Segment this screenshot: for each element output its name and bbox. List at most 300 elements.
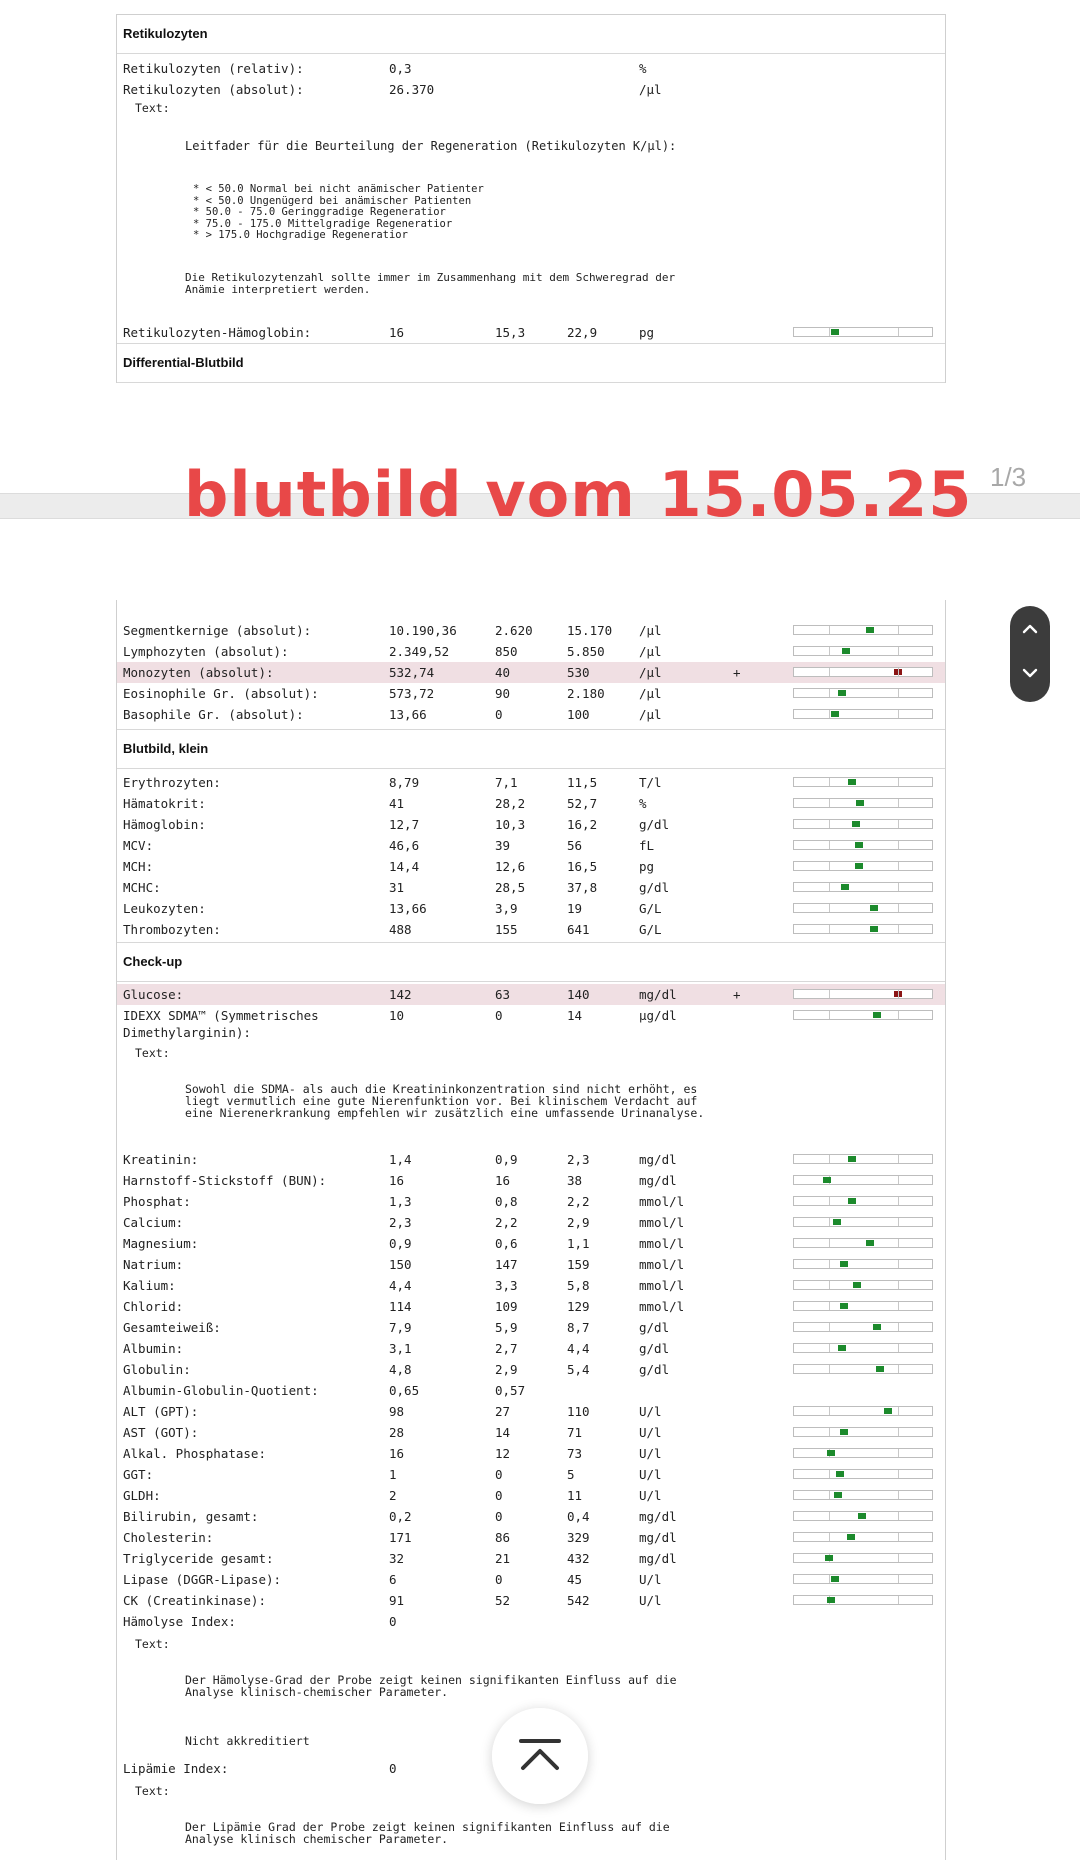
result-value: 16: [389, 1173, 405, 1188]
reference-range-bar: [793, 1238, 933, 1248]
reference-max: 1,1: [567, 1236, 590, 1251]
reference-max: 56: [567, 838, 583, 853]
chevron-down-icon: [1022, 667, 1038, 679]
parameter-name: Globulin:: [123, 1362, 191, 1377]
text-label: Text:: [135, 1046, 170, 1060]
result-row: [117, 1380, 945, 1401]
value-marker: [827, 1597, 835, 1603]
unit: G/L: [639, 922, 662, 937]
reference-max: 52,7: [567, 796, 598, 811]
reference-max: 37,8: [567, 880, 598, 895]
result-value: 14,4: [389, 859, 420, 874]
reference-min: 63: [495, 987, 511, 1002]
parameter-name: Leukozyten:: [123, 901, 206, 916]
reference-range-bar: [793, 819, 933, 829]
value-marker: [855, 863, 863, 869]
unit: g/dl: [639, 880, 670, 895]
result-row: [117, 58, 945, 79]
result-row: [117, 641, 945, 662]
result-row: [117, 1212, 945, 1233]
retikulozyten-text-block: [117, 102, 945, 320]
result-row: [117, 856, 945, 877]
parameter-name: Retikulozyten-Hämoglobin:: [123, 324, 312, 340]
unit: U/l: [639, 1593, 662, 1608]
parameter-name: Monozyten (absolut):: [123, 665, 274, 680]
reference-range-bar: [793, 1553, 933, 1563]
parameter-name: Chlorid:: [123, 1299, 184, 1314]
value-marker: [833, 1219, 841, 1225]
result-row: [117, 984, 945, 1005]
result-row: [117, 1149, 945, 1170]
unit: mg/dl: [639, 1551, 677, 1566]
reference-max: 2,9: [567, 1215, 590, 1230]
reference-range-bar: [793, 1595, 933, 1605]
unit: T/l: [639, 775, 662, 790]
value-marker: [831, 1576, 839, 1582]
value-marker: [873, 1012, 881, 1018]
value-marker: [847, 1534, 855, 1540]
reference-range-bar: [793, 924, 933, 934]
flag-marker: +: [733, 665, 741, 680]
parameter-name: Magnesium:: [123, 1236, 199, 1251]
reference-max: 159: [567, 1257, 590, 1272]
reference-range-bar: [793, 1406, 933, 1416]
reference-min: 90: [495, 686, 511, 701]
result-value: 0,9: [389, 1236, 412, 1251]
result-value: 4,4: [389, 1278, 412, 1293]
section-header-checkup: Check-up: [117, 942, 945, 982]
value-marker: [853, 1282, 861, 1288]
result-row: [117, 1464, 945, 1485]
scroll-up-button[interactable]: [1010, 606, 1050, 654]
result-value: 31: [389, 880, 405, 895]
sdma-name-continuation: Dimethylarginin):: [123, 1025, 251, 1040]
reference-max: 4,4: [567, 1341, 590, 1356]
parameter-name: IDEXX SDMA™ (Symmetrisches: [123, 1008, 319, 1023]
unit: µg/dl: [639, 1008, 677, 1023]
value-marker: [841, 884, 849, 890]
result-value: 1,3: [389, 1194, 412, 1209]
reference-min: 109: [495, 1299, 518, 1314]
reference-max: 14: [567, 1008, 583, 1023]
reference-max: 71: [567, 1425, 583, 1440]
scroll-to-top-button[interactable]: [492, 1708, 588, 1804]
reference-range-bar: [793, 1301, 933, 1311]
reference-max: 19: [567, 901, 583, 916]
text-label: Text:: [135, 1784, 170, 1798]
reference-max: 2,3: [567, 1152, 590, 1167]
reference-max: 73: [567, 1446, 583, 1461]
result-value: 12,7: [389, 817, 420, 832]
result-value: 7,9: [389, 1320, 412, 1335]
result-value: 0,3: [389, 61, 412, 76]
parameter-name: GLDH:: [123, 1488, 161, 1503]
reference-range-bar: [793, 1322, 933, 1332]
result-value: 488: [389, 922, 412, 937]
result-row: [117, 1275, 945, 1296]
reference-range-bar: [793, 1469, 933, 1479]
result-value: 26.370: [389, 82, 435, 97]
parameter-name: Basophile Gr. (absolut):: [123, 707, 304, 722]
result-row: [117, 1191, 945, 1212]
result-row: [117, 1254, 945, 1275]
reference-range-bar: [793, 1217, 933, 1227]
reference-min: 0,8: [495, 1194, 518, 1209]
unit: /µl: [639, 686, 662, 701]
reference-min: 7,1: [495, 775, 518, 790]
section-header-differential: Differential-Blutbild: [117, 343, 945, 383]
parameter-name: Natrium:: [123, 1257, 184, 1272]
parameter-name: Eosinophile Gr. (absolut):: [123, 686, 319, 701]
result-row: [117, 1170, 945, 1191]
reference-min: 15,3: [495, 324, 526, 340]
value-marker: [848, 779, 856, 785]
reference-min: 0,6: [495, 1236, 518, 1251]
value-marker: [840, 1303, 848, 1309]
value-marker: [866, 1240, 874, 1246]
reference-min: 155: [495, 922, 518, 937]
parameter-name: Bilirubin, gesamt:: [123, 1509, 259, 1524]
result-value: 10.190,36: [389, 623, 457, 638]
unit: U/l: [639, 1425, 662, 1440]
reference-range-bar: [793, 1154, 933, 1164]
unit: mg/dl: [639, 1152, 677, 1167]
retikulozyten-guide-text: Leitfader für die Beurteilung der Regeneration (Retikulozyten K/µl):: [185, 139, 677, 153]
result-row: [117, 1338, 945, 1359]
reference-max: 15.170: [567, 623, 613, 638]
unit: pg: [639, 324, 655, 340]
result-value: 32: [389, 1551, 405, 1566]
reference-min: 10,3: [495, 817, 526, 832]
result-value: 28: [389, 1425, 405, 1440]
section-header-retikulozyten: Retikulozyten: [117, 15, 945, 54]
parameter-name: Lymphozyten (absolut):: [123, 644, 289, 659]
result-row: [117, 919, 945, 940]
result-row: [117, 1506, 945, 1527]
value-marker: [827, 1450, 835, 1456]
value-marker: [825, 1555, 833, 1561]
unit: fL: [639, 838, 655, 853]
result-row: [117, 322, 945, 343]
rows-differential: [117, 383, 945, 384]
rows-checkup: [117, 982, 945, 1026]
result-value: 114: [389, 1299, 412, 1314]
reference-range-bar: [793, 1532, 933, 1542]
reference-max: 16,5: [567, 859, 598, 874]
result-row: [117, 814, 945, 835]
reference-min: 0: [495, 1509, 503, 1524]
reference-min: 52: [495, 1593, 511, 1608]
result-row: [117, 1317, 945, 1338]
parameter-name: Harnstoff-Stickstoff (BUN):: [123, 1173, 327, 1188]
result-value: 1,4: [389, 1152, 412, 1167]
reference-max: 100: [567, 707, 590, 722]
reference-min: 21: [495, 1551, 511, 1566]
reference-range-bar: [793, 667, 933, 677]
value-marker: [884, 1408, 892, 1414]
page-indicator: 1/3: [990, 462, 1027, 492]
value-marker: [852, 821, 860, 827]
reference-min: 27: [495, 1404, 511, 1419]
result-value: 0: [389, 1614, 397, 1629]
unit: mg/dl: [639, 1530, 677, 1545]
scroll-top-icon: [519, 1738, 561, 1772]
result-row: [117, 793, 945, 814]
parameter-name: Thrombozyten:: [123, 922, 221, 937]
reference-max: 0,4: [567, 1509, 590, 1524]
reference-max: 5,8: [567, 1278, 590, 1293]
value-marker: [894, 669, 902, 675]
result-row: [117, 1422, 945, 1443]
reference-max: 16,2: [567, 817, 598, 832]
reference-min: 86: [495, 1530, 511, 1545]
reference-min: 39: [495, 838, 511, 853]
haemolyse-note: Nicht akkreditiert: [185, 1734, 310, 1748]
parameter-name: Erythrozyten:: [123, 775, 221, 790]
parameter-name: MCHC:: [123, 880, 161, 895]
result-row: [117, 877, 945, 898]
reference-range-bar: [793, 840, 933, 850]
page-scroll-control: [1010, 606, 1050, 702]
reference-range-bar: [793, 1280, 933, 1290]
result-value: 10: [389, 1008, 405, 1023]
reference-max: 2.180: [567, 686, 605, 701]
reference-max: 45: [567, 1572, 583, 1587]
unit: U/l: [639, 1488, 662, 1503]
unit: mmol/l: [639, 1194, 685, 1209]
reference-min: 12: [495, 1446, 511, 1461]
reference-range-bar: [793, 1511, 933, 1521]
value-marker: [894, 991, 902, 997]
parameter-name: Segmentkernige (absolut):: [123, 623, 312, 638]
result-value: 3,1: [389, 1341, 412, 1356]
reference-min: 2,9: [495, 1362, 518, 1377]
rows-chemistry: [117, 1149, 945, 1632]
unit: %: [639, 61, 647, 76]
reference-min: 12,6: [495, 859, 526, 874]
section-header-blutbild-klein: Blutbild, klein: [117, 729, 945, 769]
reference-range-bar: [793, 777, 933, 787]
result-row: [117, 1569, 945, 1590]
reference-max: 38: [567, 1173, 583, 1188]
unit: mmol/l: [639, 1215, 685, 1230]
result-row: [117, 1590, 945, 1611]
result-value: 573,72: [389, 686, 435, 701]
reference-min: 3,9: [495, 901, 518, 916]
retikulozyten-note: Die Retikulozytenzahl sollte immer im Zusammenhang mit dem Schweregrad der Anämie interpretiert werden.: [185, 270, 676, 296]
reference-max: 22,9: [567, 324, 598, 340]
reference-min: 0,9: [495, 1152, 518, 1167]
result-value: 171: [389, 1530, 412, 1545]
reference-min: 2,7: [495, 1341, 518, 1356]
reference-min: 40: [495, 665, 511, 680]
flag-marker: +: [733, 987, 741, 1002]
reference-range-bar: [793, 861, 933, 871]
parameter-name: Triglyceride gesamt:: [123, 1551, 274, 1566]
parameter-name: Glucose:: [123, 987, 184, 1002]
result-row: [117, 662, 945, 683]
parameter-name: Hämatokrit:: [123, 796, 206, 811]
result-value: 13,66: [389, 901, 427, 916]
parameter-name: Retikulozyten (absolut):: [123, 82, 304, 97]
value-marker: [840, 1429, 848, 1435]
result-value: 2,3: [389, 1215, 412, 1230]
result-row: [117, 1548, 945, 1569]
reference-max: 530: [567, 665, 590, 680]
parameter-name: Phosphat:: [123, 1194, 191, 1209]
sdma-text-block: [117, 1047, 945, 1143]
value-marker: [866, 627, 874, 633]
result-row: [117, 835, 945, 856]
unit: mg/dl: [639, 1509, 677, 1524]
reference-min: 16: [495, 1173, 511, 1188]
scroll-down-button[interactable]: [1010, 654, 1050, 702]
reference-range-bar: [793, 903, 933, 913]
reference-min: 0,57: [495, 1383, 526, 1398]
reference-range-bar: [793, 709, 933, 719]
unit: /µl: [639, 623, 662, 638]
unit: g/dl: [639, 1320, 670, 1335]
reference-range-bar: [793, 1448, 933, 1458]
result-value: 8,79: [389, 775, 420, 790]
parameter-name: Lipase (DGGR-Lipase):: [123, 1572, 282, 1587]
haemolyse-text: Der Hämolyse-Grad der Probe zeigt keinen signifikanten Einfluss auf die Analyse klinisch-chemischer Parameter.: [185, 1673, 677, 1699]
value-marker: [823, 1177, 831, 1183]
result-value: 532,74: [389, 665, 435, 680]
parameter-name: Albumin:: [123, 1341, 184, 1356]
parameter-name: Lipämie Index:: [123, 1761, 229, 1776]
reference-range-bar: [793, 1259, 933, 1269]
unit: mmol/l: [639, 1257, 685, 1272]
parameter-name: Calcium:: [123, 1215, 184, 1230]
parameter-name: Hämolyse Index:: [123, 1614, 236, 1629]
reference-range-bar: [793, 1574, 933, 1584]
reference-max: 329: [567, 1530, 590, 1545]
result-value: 0,65: [389, 1383, 420, 1398]
value-marker: [840, 1261, 848, 1267]
unit: G/L: [639, 901, 662, 916]
reference-range-bar: [793, 327, 933, 337]
report-page-1: [116, 14, 946, 383]
unit: mmol/l: [639, 1299, 685, 1314]
reference-min: 28,5: [495, 880, 526, 895]
value-marker: [831, 329, 839, 335]
value-marker: [858, 1513, 866, 1519]
rows-absolute: [117, 600, 945, 725]
result-row: [117, 1401, 945, 1422]
unit: g/dl: [639, 1362, 670, 1377]
reference-max: 110: [567, 1404, 590, 1419]
result-value: 1: [389, 1467, 397, 1482]
result-value: 142: [389, 987, 412, 1002]
unit: mmol/l: [639, 1278, 685, 1293]
reference-range-bar: [793, 1010, 933, 1020]
unit: mg/dl: [639, 987, 677, 1002]
reference-range-bar: [793, 1427, 933, 1437]
reference-max: 140: [567, 987, 590, 1002]
reference-range-bar: [793, 1343, 933, 1353]
parameter-name: Retikulozyten (relativ):: [123, 61, 304, 76]
result-value: 16: [389, 324, 405, 340]
value-marker: [848, 1156, 856, 1162]
result-row: [117, 1611, 945, 1632]
parameter-name: CK (Creatinkinase):: [123, 1593, 266, 1608]
value-marker: [834, 1492, 842, 1498]
parameter-name: Gesamteiweiß:: [123, 1320, 221, 1335]
result-value: 16: [389, 1446, 405, 1461]
rows-retikulozyten: [117, 54, 945, 100]
unit: U/l: [639, 1404, 662, 1419]
unit: /µl: [639, 707, 662, 722]
value-marker: [848, 1198, 856, 1204]
reference-range-bar: [793, 1364, 933, 1374]
reference-range-bar: [793, 1196, 933, 1206]
unit: /µl: [639, 82, 662, 97]
value-marker: [855, 842, 863, 848]
reference-min: 28,2: [495, 796, 526, 811]
reference-min: 0: [495, 1467, 503, 1482]
result-value: 2.349,52: [389, 644, 450, 659]
result-row: [117, 620, 945, 641]
headline-annotation: blutbild vom 15.05.25: [184, 458, 973, 531]
reference-max: 129: [567, 1299, 590, 1314]
result-value: 41: [389, 796, 405, 811]
value-marker: [870, 926, 878, 932]
reference-min: 0: [495, 707, 503, 722]
reference-max: 5: [567, 1467, 575, 1482]
reference-max: 5,4: [567, 1362, 590, 1377]
text-label: Text:: [135, 1637, 170, 1651]
result-row: [117, 898, 945, 919]
result-value: 2: [389, 1488, 397, 1503]
unit: U/l: [639, 1446, 662, 1461]
reference-max: 11: [567, 1488, 583, 1503]
reference-min: 0: [495, 1008, 503, 1023]
unit: g/dl: [639, 1341, 670, 1356]
reference-min: 850: [495, 644, 518, 659]
result-row: [117, 772, 945, 793]
reference-max: 432: [567, 1551, 590, 1566]
parameter-name: AST (GOT):: [123, 1425, 199, 1440]
unit: %: [639, 796, 647, 811]
unit: U/l: [639, 1572, 662, 1587]
unit: mg/dl: [639, 1173, 677, 1188]
result-value: 0: [389, 1761, 397, 1776]
reference-min: 3,3: [495, 1278, 518, 1293]
reference-range-bar: [793, 989, 933, 999]
reference-max: 542: [567, 1593, 590, 1608]
reference-range-bar: [793, 1490, 933, 1500]
reference-min: 5,9: [495, 1320, 518, 1335]
sdma-name-continuation-row: [117, 1026, 945, 1041]
result-value: 150: [389, 1257, 412, 1272]
result-value: 6: [389, 1572, 397, 1587]
result-value: 91: [389, 1593, 405, 1608]
unit: /µl: [639, 644, 662, 659]
retikulozyten-guide-list: * < 50.0 Normal bei nicht anämischer Patienter * < 50.0 Ungenügerd bei anämischer Patienten * 50.0 - 75.0 Geringgradige Regeneratior * 75.0 - 175.0 Mittelgradige Regeneratior * > 175.0 Hochgradige Regeneratior: [193, 183, 484, 241]
result-value: 13,66: [389, 707, 427, 722]
parameter-name: Alkal. Phosphatase:: [123, 1446, 266, 1461]
reference-max: 2,2: [567, 1194, 590, 1209]
result-row: [117, 1485, 945, 1506]
parameter-name: MCV:: [123, 838, 154, 853]
text-label: Text:: [135, 101, 170, 115]
reference-min: 147: [495, 1257, 518, 1272]
reference-range-bar: [793, 625, 933, 635]
value-marker: [838, 1345, 846, 1351]
value-marker: [873, 1324, 881, 1330]
reference-min: 0: [495, 1572, 503, 1587]
